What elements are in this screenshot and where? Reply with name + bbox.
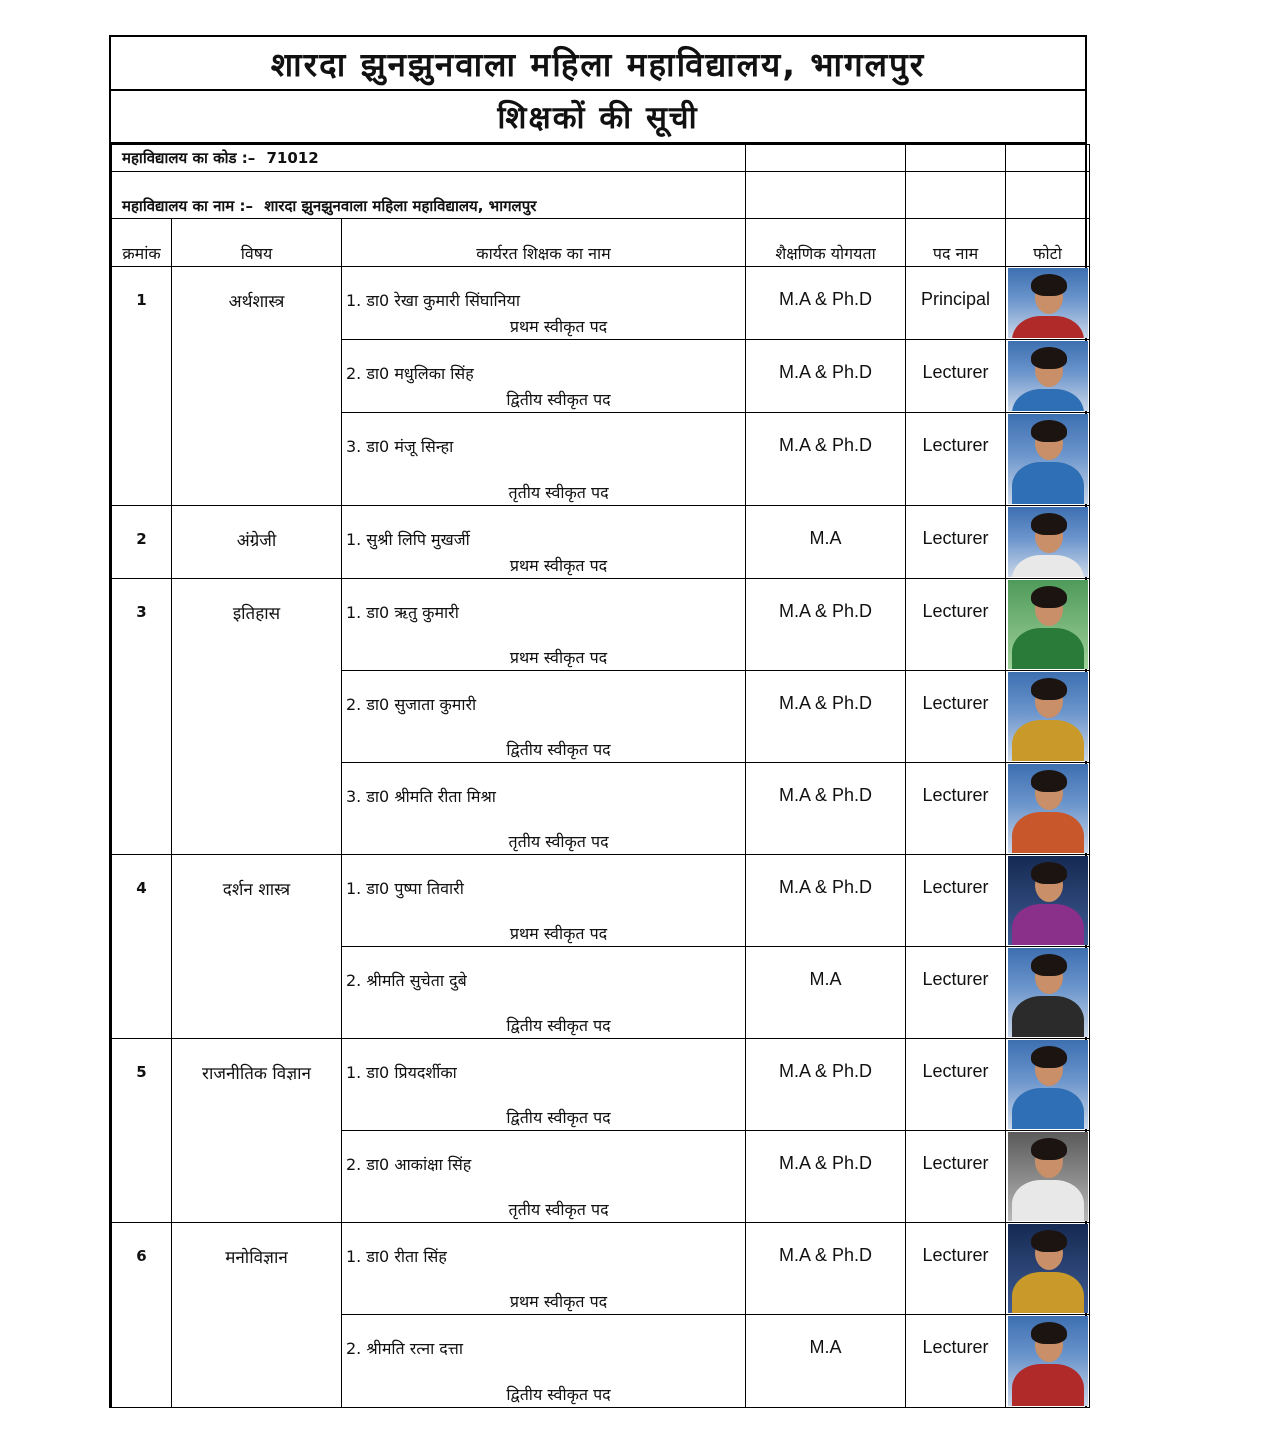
teacher-photo — [1008, 856, 1088, 945]
sanctioned-post: द्वितीय स्वीकृत पद — [506, 390, 611, 409]
photo-body-shape — [1012, 462, 1084, 504]
teacher-photo — [1008, 341, 1088, 411]
table-row — [112, 1223, 1090, 1315]
teacher-photo — [1008, 414, 1088, 504]
photo-body-shape — [1012, 1364, 1084, 1406]
designation: Lecturer — [906, 413, 1006, 506]
serial-number: 4 — [112, 855, 172, 1039]
table-row — [112, 506, 1090, 579]
subject-name: इतिहास — [172, 579, 342, 855]
photo-body-shape — [1012, 555, 1084, 577]
teacher-cell — [342, 1223, 746, 1315]
photo-hair-shape — [1031, 513, 1067, 535]
table-row — [112, 267, 1090, 340]
designation: Lecturer — [906, 763, 1006, 855]
qualification: M.A & Ph.D — [746, 1223, 906, 1315]
serial-number: 6 — [112, 1223, 172, 1408]
sanctioned-post: द्वितीय स्वीकृत पद — [506, 1108, 611, 1127]
code-label: महाविद्यालय का कोड :– — [122, 149, 256, 167]
photo-hair-shape — [1031, 862, 1067, 884]
photo-body-shape — [1012, 720, 1084, 761]
teacher-photo — [1008, 1040, 1088, 1129]
name-row — [112, 172, 1090, 219]
column-header-row — [112, 219, 1090, 267]
teacher-name: 2. श्रीमति सुचेता दुबे — [346, 971, 467, 990]
list-title: शिक्षकों की सूची — [111, 91, 1085, 144]
teacher-cell — [342, 1039, 746, 1131]
teacher-name: 2. डा0 मधुलिका सिंह — [346, 364, 474, 383]
sanctioned-post: प्रथम स्वीकृत पद — [509, 648, 608, 667]
designation: Lecturer — [906, 340, 1006, 413]
photo-hair-shape — [1031, 1322, 1067, 1344]
teacher-photo — [1008, 507, 1088, 577]
photo-hair-shape — [1031, 420, 1067, 442]
subject-name: राजनीतिक विज्ञान — [172, 1039, 342, 1223]
photo-cell — [1006, 506, 1090, 579]
qualification: M.A — [746, 506, 906, 579]
designation: Lecturer — [906, 947, 1006, 1039]
qualification: M.A — [746, 1315, 906, 1408]
teacher-cell — [342, 1131, 746, 1223]
serial-number: 1 — [112, 267, 172, 506]
qualification: M.A & Ph.D — [746, 413, 906, 506]
photo-hair-shape — [1031, 1046, 1067, 1068]
teacher-photo — [1008, 1224, 1088, 1313]
photo-body-shape — [1012, 904, 1084, 945]
designation: Lecturer — [906, 579, 1006, 671]
sanctioned-post: प्रथम स्वीकृत पद — [509, 556, 608, 575]
designation: Lecturer — [906, 1223, 1006, 1315]
photo-cell — [1006, 855, 1090, 947]
teacher-list-sheet — [109, 35, 1087, 1408]
photo-cell — [1006, 1223, 1090, 1315]
teacher-name: 1. सुश्री लिपि मुखर्जी — [346, 530, 470, 549]
col-designation: पद नाम — [906, 219, 1006, 267]
col-serial: क्रमांक — [112, 219, 172, 267]
teacher-table — [111, 144, 1090, 1408]
photo-body-shape — [1012, 812, 1084, 853]
photo-cell — [1006, 947, 1090, 1039]
photo-hair-shape — [1031, 1138, 1067, 1160]
table-row — [112, 855, 1090, 947]
teacher-name: 2. डा0 सुजाता कुमारी — [346, 695, 477, 714]
designation: Lecturer — [906, 855, 1006, 947]
sanctioned-post: द्वितीय स्वीकृत पद — [506, 740, 611, 759]
teacher-photo — [1008, 1132, 1088, 1221]
teacher-cell — [342, 340, 746, 413]
photo-hair-shape — [1031, 678, 1067, 700]
photo-body-shape — [1012, 1088, 1084, 1129]
table-row — [112, 1039, 1090, 1131]
designation: Lecturer — [906, 1039, 1006, 1131]
qualification: M.A — [746, 947, 906, 1039]
teacher-photo — [1008, 268, 1088, 338]
designation: Lecturer — [906, 1131, 1006, 1223]
subject-name: अंग्रेजी — [172, 506, 342, 579]
teacher-name: 2. श्रीमति रत्ना दत्ता — [346, 1339, 464, 1358]
teacher-name: 2. डा0 आकांक्षा सिंह — [346, 1155, 472, 1174]
teacher-cell — [342, 671, 746, 763]
teacher-photo — [1008, 1316, 1088, 1406]
teacher-photo — [1008, 948, 1088, 1037]
photo-cell — [1006, 579, 1090, 671]
photo-body-shape — [1012, 316, 1084, 338]
qualification: M.A & Ph.D — [746, 671, 906, 763]
photo-hair-shape — [1031, 1230, 1067, 1252]
teacher-cell — [342, 579, 746, 671]
col-teacher: कार्यरत शिक्षक का नाम — [342, 219, 746, 267]
code-row — [112, 145, 1090, 172]
photo-hair-shape — [1031, 586, 1067, 608]
sanctioned-post: तृतीय स्वीकृत पद — [508, 832, 609, 851]
sanctioned-post: तृतीय स्वीकृत पद — [508, 1200, 609, 1219]
sanctioned-post: प्रथम स्वीकृत पद — [509, 1292, 608, 1311]
qualification: M.A & Ph.D — [746, 763, 906, 855]
designation: Principal — [906, 267, 1006, 340]
code-value: 71012 — [266, 149, 319, 167]
photo-hair-shape — [1031, 274, 1067, 296]
photo-body-shape — [1012, 1180, 1084, 1221]
qualification: M.A & Ph.D — [746, 340, 906, 413]
teacher-name: 3. डा0 श्रीमति रीता मिश्रा — [346, 787, 496, 806]
teacher-cell — [342, 1315, 746, 1408]
serial-number: 3 — [112, 579, 172, 855]
name-label: महाविद्यालय का नाम :– — [122, 197, 254, 215]
sanctioned-post: प्रथम स्वीकृत पद — [509, 924, 608, 943]
teacher-photo — [1008, 672, 1088, 761]
col-photo: फोटो — [1006, 219, 1090, 267]
photo-cell — [1006, 671, 1090, 763]
photo-body-shape — [1012, 389, 1084, 411]
sanctioned-post: प्रथम स्वीकृत पद — [509, 317, 608, 336]
photo-body-shape — [1012, 1272, 1084, 1313]
serial-number: 2 — [112, 506, 172, 579]
photo-hair-shape — [1031, 347, 1067, 369]
teacher-photo — [1008, 580, 1088, 669]
photo-cell — [1006, 267, 1090, 340]
designation: Lecturer — [906, 506, 1006, 579]
photo-hair-shape — [1031, 954, 1067, 976]
teacher-cell — [342, 413, 746, 506]
teacher-photo — [1008, 764, 1088, 853]
subject-name: अर्थशास्त्र — [172, 267, 342, 506]
subject-name: मनोविज्ञान — [172, 1223, 342, 1408]
photo-cell — [1006, 413, 1090, 506]
teacher-cell — [342, 763, 746, 855]
teacher-name: 1. डा0 पुष्पा तिवारी — [346, 879, 464, 898]
qualification: M.A & Ph.D — [746, 855, 906, 947]
col-qualification: शैक्षणिक योगयता — [746, 219, 906, 267]
sanctioned-post: तृतीय स्वीकृत पद — [508, 483, 609, 502]
teacher-name: 1. डा0 प्रियदर्शीका — [346, 1063, 457, 1082]
teacher-name: 1. डा0 रीता सिंह — [346, 1247, 447, 1266]
table-row — [112, 579, 1090, 671]
teacher-name: 1. डा0 रेखा कुमारी सिंघानिया — [346, 291, 520, 310]
teacher-cell — [342, 947, 746, 1039]
qualification: M.A & Ph.D — [746, 1039, 906, 1131]
qualification: M.A & Ph.D — [746, 267, 906, 340]
teacher-name: 3. डा0 मंजू सिन्हा — [346, 437, 454, 456]
qualification: M.A & Ph.D — [746, 1131, 906, 1223]
qualification: M.A & Ph.D — [746, 579, 906, 671]
sanctioned-post: द्वितीय स्वीकृत पद — [506, 1016, 611, 1035]
photo-cell — [1006, 1131, 1090, 1223]
serial-number: 5 — [112, 1039, 172, 1223]
teacher-cell — [342, 506, 746, 579]
col-subject: विषय — [172, 219, 342, 267]
college-title: शारदा झुनझुनवाला महिला महाविद्यालय, भागलपुर — [111, 37, 1085, 91]
photo-cell — [1006, 763, 1090, 855]
photo-hair-shape — [1031, 770, 1067, 792]
designation: Lecturer — [906, 671, 1006, 763]
teacher-cell — [342, 267, 746, 340]
sanctioned-post: द्वितीय स्वीकृत पद — [506, 1385, 611, 1404]
photo-cell — [1006, 1039, 1090, 1131]
subject-name: दर्शन शास्त्र — [172, 855, 342, 1039]
photo-body-shape — [1012, 996, 1084, 1037]
teacher-name: 1. डा0 ऋतु कुमारी — [346, 603, 459, 622]
teacher-cell — [342, 855, 746, 947]
photo-cell — [1006, 1315, 1090, 1408]
photo-cell — [1006, 340, 1090, 413]
designation: Lecturer — [906, 1315, 1006, 1408]
name-value: शारदा झुनझुनवाला महिला महाविद्यालय, भागलपुर — [264, 197, 537, 215]
photo-body-shape — [1012, 628, 1084, 669]
